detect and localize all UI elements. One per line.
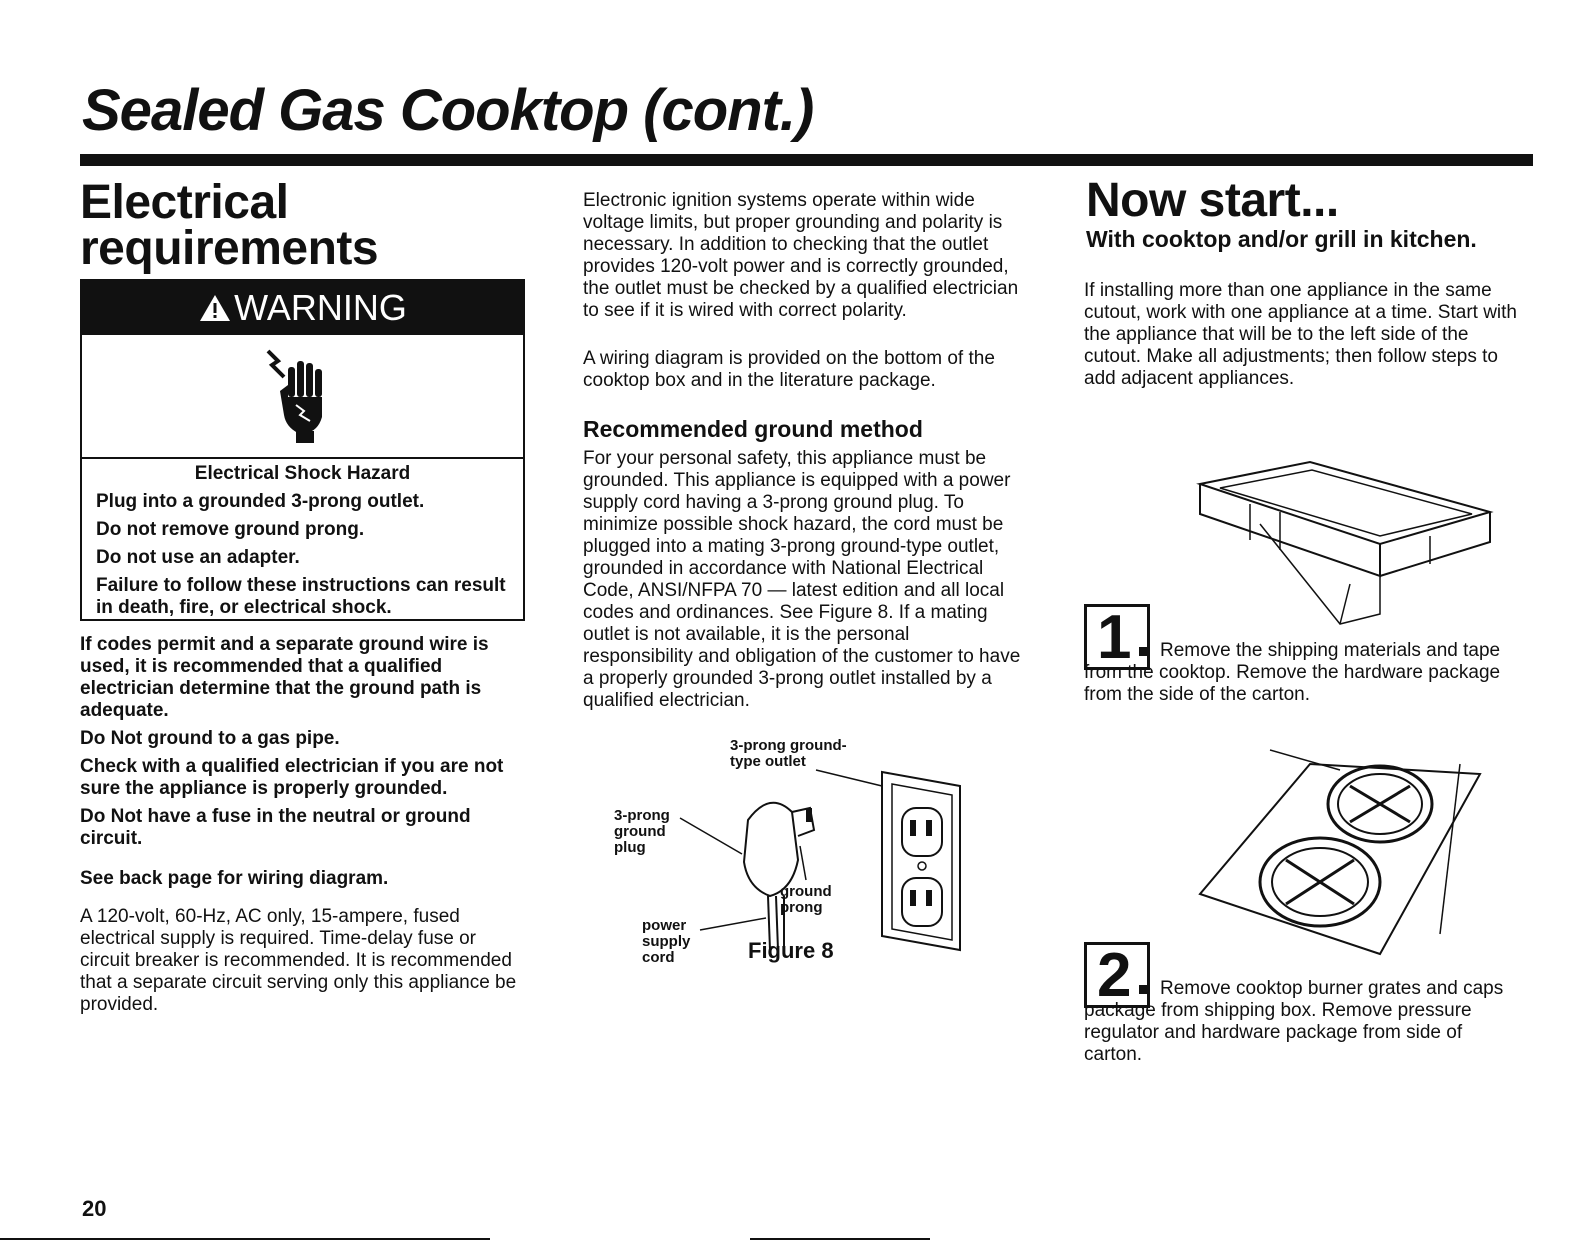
warning-line-2: Do not remove ground prong. (96, 519, 365, 540)
shipping-carton-illustration (1190, 454, 1510, 634)
cord-label (642, 918, 690, 966)
warning-instructions (96, 491, 516, 625)
electrical-shock-hand-icon (262, 345, 342, 445)
plug-label-line-2: ground (614, 823, 666, 840)
hazard-title: Electrical Shock Hazard (194, 463, 411, 484)
step-1-number: 1 (1097, 603, 1132, 672)
check-electrician-paragraph: Check with a qualified electrician if you are not sure the appliance is properly grounded. (80, 756, 504, 799)
bottom-rule-right (750, 1238, 930, 1240)
warning-line-4: Failure to follow these instructions can result in death, fire, or electrical shock. (96, 575, 506, 618)
outlet-label-line-2: type outlet (730, 753, 806, 770)
step-1-text: Remove the shipping materials and tape from the cooktop. Remove the hardware package from the side of the carton. (1084, 640, 1501, 705)
warning-line-3: Do not use an adapter. (96, 547, 300, 568)
ground-wire-paragraph: If codes permit and a separate ground wire is used, it is recommended that a qualified electrician determine that the ground path is adequate. (80, 634, 489, 721)
cord-label-line-3: cord (642, 949, 675, 966)
ground-method-paragraph: For your personal safety, this appliance must be grounded. This appliance is equipped with a power supply cord having a 3-prong ground plug. To minimize possible shock hazard, the cord must be plugged into a mating 3-prong ground-type outlet, grounded in accordance with National Electrical Code, ANSI/NFPA 70 — latest edition and all local codes and ordinances. See Figure 8. If a mating outlet is not available, it is the personal responsibility and obligation of the customer to have a properly grounded 3-prong outlet installed by a qualified electrician. (583, 448, 1021, 711)
figure-8 (614, 737, 970, 990)
now-start-intro: If installing more than one appliance in the same cutout, work with one appliance at a time. Start with the appliance that will be to the left side of the cutout. Make all adjustments; then follow steps to add adjacent appliances. (1084, 280, 1517, 389)
outlet-label (730, 738, 847, 770)
heading-line-2: requirements (80, 222, 379, 275)
cord-label-line-2: supply (642, 933, 691, 950)
supply-paragraph: A 120-volt, 60-Hz, AC only, 15-ampere, fused electrical supply is required. Time-delay fuse or circuit breaker is recommended. It is recommended that a separate circuit serving only this appliance be provided. (80, 906, 517, 1015)
warning-line-1: Plug into a grounded 3-prong outlet. (96, 491, 425, 512)
step-2-text: Remove cooktop burner grates and caps package from shipping box. Remove pressure regulator and hardware package from side of carton. (1084, 978, 1504, 1065)
burner-grates-illustration (1190, 744, 1490, 964)
page-title: Sealed Gas Cooktop (cont.) (82, 78, 814, 143)
warning-box (80, 279, 525, 621)
warning-triangle-icon (198, 293, 232, 323)
warning-separator (82, 457, 523, 459)
ground-method-heading: Recommended ground method (583, 416, 923, 442)
wiring-diagram-paragraph: A wiring diagram is provided on the bottom of the cooktop box and in the literature package. (583, 348, 995, 391)
title-rule (80, 154, 1533, 166)
ground-prong-label (780, 884, 832, 916)
plug-label-line-3: plug (614, 839, 646, 856)
now-start-subheading: With cooktop and/or grill in kitchen. (1086, 226, 1477, 252)
ground-prong-label-line-2: prong (780, 899, 823, 916)
page-number: 20 (82, 1196, 107, 1221)
heading-line-1: Electrical (80, 176, 289, 229)
plug-label-line-1: 3-prong (614, 807, 670, 824)
see-back-page: See back page for wiring diagram. (80, 868, 389, 889)
ignition-paragraph: Electronic ignition systems operate within wide voltage limits, but proper grounding and polarity is necessary. In addition to checking that the outlet provides 120-volt power and is correctly grounded, the outlet must be checked by a qualified electrician to see if it is wired with correct polarity. (583, 190, 1019, 321)
figure-caption: Figure 8 (748, 938, 834, 963)
warning-header (82, 281, 523, 335)
now-start-heading: Now start... (1086, 174, 1339, 227)
cord-label-line-1: power (642, 917, 687, 934)
plug-label (614, 808, 670, 856)
ground-prong-label-line-1: ground (780, 883, 832, 900)
section-heading-electrical (80, 176, 379, 275)
outlet-label-line-1: 3-prong ground- (730, 737, 847, 754)
bottom-rule-left (0, 1238, 490, 1240)
gas-pipe-paragraph: Do Not ground to a gas pipe. (80, 728, 340, 749)
fuse-paragraph: Do Not have a fuse in the neutral or ground circuit. (80, 806, 471, 849)
warning-header-text: WARNING (234, 287, 407, 328)
step-2-number: 2 (1097, 941, 1132, 1010)
